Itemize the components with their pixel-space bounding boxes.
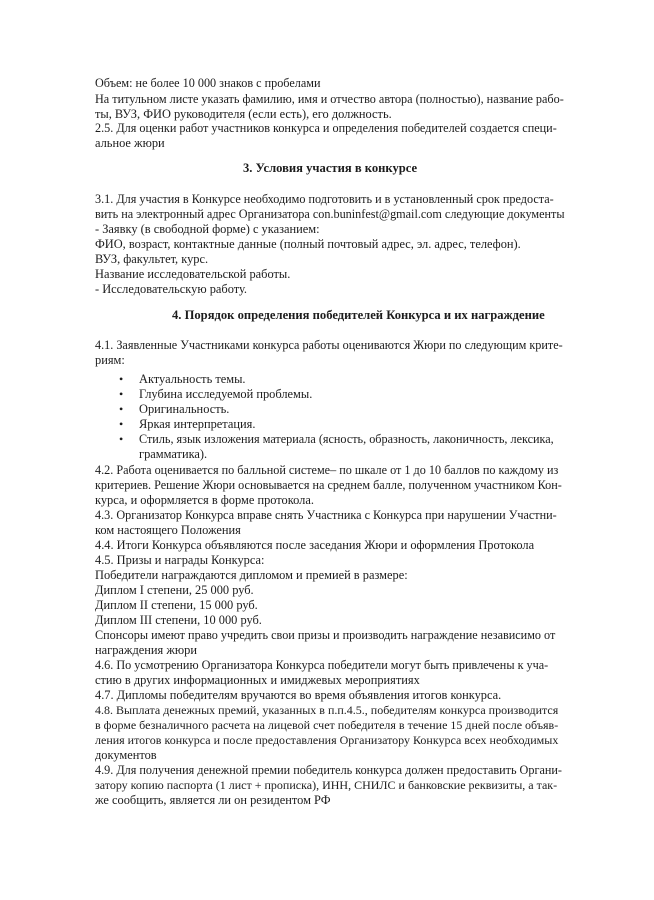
text-line: вить на электронный адрес Организатора con.buninfest@gmail.com следующие документы (95, 207, 565, 221)
text-line: награждения жюри (95, 643, 197, 657)
list-item: Оригинальность. (139, 402, 230, 416)
text-line: Победители награждаются дипломом и премией в размере: (95, 568, 408, 582)
list-item: Яркая интерпретация. (139, 417, 256, 431)
text-line: 4.3. Организатор Конкурса вправе снять Участника с Конкурса при нарушении Участни- (95, 508, 557, 522)
text-line: - Заявку (в свободной форме) с указанием: (95, 222, 320, 236)
text-line: риям: (95, 353, 125, 367)
text-line: ты, ВУЗ, ФИО руководителя (если есть), его должность. (95, 107, 392, 121)
bullet-icon: • (119, 417, 124, 431)
text-line: Диплом II степени, 15 000 руб. (95, 598, 258, 612)
text-line: 4.6. По усмотрению Организатора Конкурса победители могут быть привлечены к уча- (95, 658, 549, 672)
text-line: затору копию паспорта (1 лист + прописка), ИНН, СНИЛС и банковские реквизиты, а так- (95, 778, 558, 792)
text-line: ФИО, возраст, контактные данные (полный почтовый адрес, эл. адрес, телефон). (95, 237, 521, 251)
text-line: На титульном листе указать фамилию, имя и отчество автора (полностью), название рабо- (95, 92, 564, 106)
text-line: критериев. Решение Жюри основывается на среднем балле, полученном участником Кон- (95, 478, 562, 492)
list-item: Актуальность темы. (139, 372, 246, 386)
text-line: стию в других информационных и имиджевых мероприятиях (95, 673, 420, 687)
list-item: Глубина исследуемой проблемы. (139, 387, 313, 401)
text-line: Объем: не более 10 000 знаков с пробелами (95, 76, 321, 90)
text-line: 4.4. Итоги Конкурса объявляются после заседания Жюри и оформления Протокола (95, 538, 535, 552)
text-line: ком настоящего Положения (95, 523, 241, 537)
text-line: 4.5. Призы и награды Конкурса: (95, 553, 265, 567)
text-line: 4.9. Для получения денежной премии победитель конкурса должен предоставить Органи- (95, 763, 562, 777)
list-item: Стиль, язык изложения материала (ясность, образность, лаконичность, лексика, (139, 432, 554, 446)
section-heading: 4. Порядок определения победителей Конкурса и их награждение (172, 308, 545, 322)
text-line: в форме безналичного расчета на лицевой счет победителя в течение 15 дней после объяв- (95, 718, 559, 732)
text-line: же сообщить, является ли он резидентом РФ (95, 793, 331, 807)
text-line: 4.8. Выплата денежных премий, указанных в п.п.4.5., победителям конкурса производится (95, 703, 559, 717)
text-line: 4.1. Заявленные Участниками конкурса работы оцениваются Жюри по следующим крите- (95, 338, 563, 352)
text-line: ления итогов конкурса и после предоставления Организатору Конкурса всех необходимых (95, 733, 559, 747)
text-line: Диплом III степени, 10 000 руб. (95, 613, 262, 627)
bullet-icon: • (119, 372, 124, 386)
bullet-icon: • (119, 387, 124, 401)
text-line: 4.7. Дипломы победителям вручаются во время объявления итогов конкурса. (95, 688, 502, 702)
text-line: Название исследовательской работы. (95, 267, 291, 281)
text-line: - Исследовательскую работу. (95, 282, 248, 296)
text-line: Диплом I степени, 25 000 руб. (95, 583, 254, 597)
text-line: ВУЗ, факультет, курс. (95, 252, 209, 266)
text-line: курса, и оформляется в форме протокола. (95, 493, 314, 507)
list-item-continuation: грамматика). (139, 447, 208, 461)
bullet-icon: • (119, 432, 124, 446)
section-heading: 3. Условия участия в конкурсе (243, 161, 418, 175)
text-line: альное жюри (95, 136, 165, 150)
text-line: 4.2. Работа оценивается по балльной системе– по шкале от 1 до 10 баллов по каждому из (95, 463, 559, 477)
text-line: 3.1. Для участия в Конкурсе необходимо подготовить и в установленный срок предоста- (95, 192, 554, 206)
text-line: документов (95, 748, 157, 762)
text-line: Спонсоры имеют право учредить свои призы и производить награждение независимо от (95, 628, 556, 642)
bullet-icon: • (119, 402, 124, 416)
text-line: 2.5. Для оценки работ участников конкурса и определения победителей создается специ- (95, 121, 557, 135)
